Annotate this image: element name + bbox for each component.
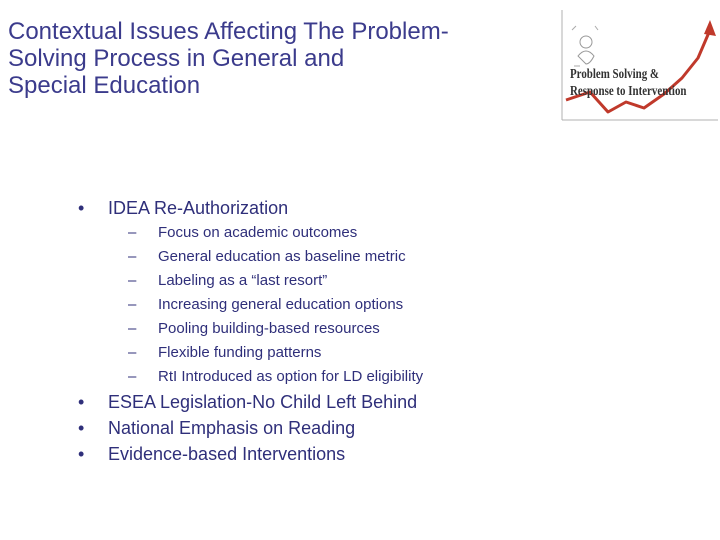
- bullet-mark: •: [78, 198, 85, 218]
- logo-line-2: Response to Intervention: [570, 84, 687, 99]
- sub-bullet-item: [78, 269, 698, 293]
- logo: [560, 8, 720, 126]
- dash-mark: –: [128, 296, 137, 313]
- sub-bullet-list: [78, 221, 698, 389]
- bullet-text: IDEA Re-Authorization: [108, 198, 289, 218]
- sub-bullet-text: Flexible funding patterns: [158, 344, 322, 361]
- bullet-text: ESEA Legislation-No Child Left Behind: [108, 392, 418, 412]
- sub-bullet-item: [78, 341, 698, 365]
- dash-mark: –: [128, 320, 137, 337]
- title-line-2: Solving Process in General and: [8, 45, 345, 72]
- sub-bullet-item: [78, 245, 698, 269]
- sub-bullet-text: Increasing general education options: [158, 296, 404, 313]
- slide-title: [8, 18, 548, 99]
- title-line-3: Special Education: [8, 72, 201, 99]
- sub-bullet-text: General education as baseline metric: [158, 248, 406, 265]
- title-line-1: Contextual Issues Affecting The Problem-: [8, 18, 449, 45]
- dash-mark: –: [128, 272, 137, 289]
- sub-bullet-text: Pooling building-based resources: [158, 320, 380, 337]
- bullet-mark: •: [78, 444, 85, 464]
- bullet-item: [78, 195, 698, 221]
- bullet-mark: •: [78, 418, 85, 438]
- bullet-item: [78, 389, 698, 415]
- sub-bullet-item: [78, 365, 698, 389]
- logo-text: [570, 66, 687, 100]
- sub-bullet-item: [78, 317, 698, 341]
- dash-mark: –: [128, 368, 137, 385]
- logo-line-1: Problem Solving &: [570, 67, 659, 82]
- sub-bullet-item: [78, 221, 698, 245]
- bullet-text: Evidence-based Interventions: [108, 444, 346, 464]
- bullet-item: [78, 415, 698, 441]
- bullet-text: National Emphasis on Reading: [108, 418, 356, 438]
- bullet-list: [78, 195, 698, 467]
- sub-bullet-item: [78, 293, 698, 317]
- dash-mark: –: [128, 248, 137, 265]
- sub-bullet-text: Labeling as a “last resort”: [158, 272, 328, 289]
- sub-bullet-text: Focus on academic outcomes: [158, 224, 358, 241]
- bullet-item: [78, 441, 698, 467]
- sub-bullet-text: RtI Introduced as option for LD eligibility: [158, 368, 424, 385]
- dash-mark: –: [128, 344, 137, 361]
- dash-mark: –: [128, 224, 137, 241]
- bullet-mark: •: [78, 392, 85, 412]
